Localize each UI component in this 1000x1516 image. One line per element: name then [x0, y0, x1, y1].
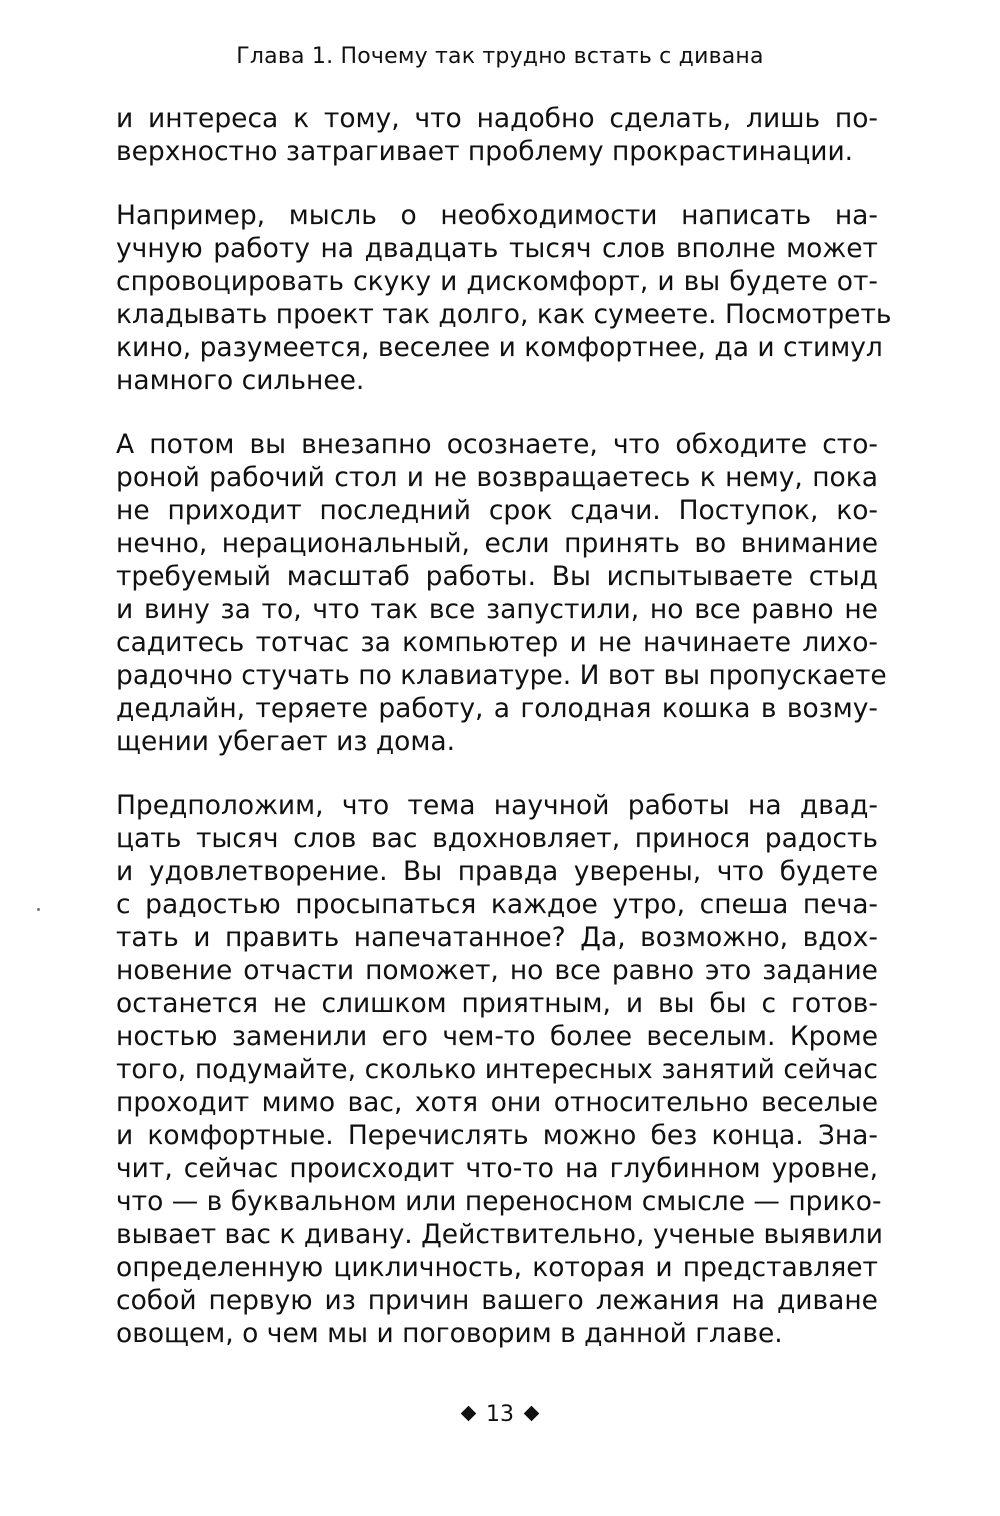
text-line: и вину за то, что так все запустили, но все равно не: [116, 594, 878, 625]
running-title: Глава 1. Почему так трудно встать с дивана: [236, 44, 764, 69]
text-line: верхностно затрагивает проблему прокрастинации.: [116, 136, 854, 167]
paragraph-2: [116, 199, 892, 397]
text-line: тать и править напечатанное? Да, возможно, вдох-: [116, 922, 878, 953]
text-line: ностью заменили его чем-то более веселым. Кроме: [116, 1021, 878, 1052]
text-line: что — в буквальном или переносном смысле — прико-: [116, 1186, 882, 1217]
diamond-ornament-icon: [461, 1405, 477, 1421]
text-line: кладывать проект так долго, как сумеете. Посмотреть: [116, 299, 892, 330]
text-line: с радостью просыпаться каждое утро, спеша печа-: [116, 889, 878, 920]
text-line: не приходит последний срок сдачи. Поступок, ко-: [116, 495, 878, 526]
print-speck: [37, 908, 40, 911]
page-body: [116, 102, 892, 1350]
text-line: Предположим, что тема научной работы на двад-: [116, 790, 878, 821]
page-folio: [0, 1402, 1000, 1427]
paragraph-3: [116, 428, 887, 758]
text-line: нечно, нерациональный, если принять во внимание: [116, 528, 878, 559]
text-line: вывает вас к дивану. Действительно, ученые выявили: [116, 1219, 883, 1250]
paragraph-1: [116, 102, 878, 168]
text-line: собой первую из причин вашего лежания на диване: [116, 1285, 878, 1316]
diamond-ornament-icon: [524, 1405, 540, 1421]
text-line: и интереса к тому, что надобно сделать, лишь по-: [116, 103, 878, 134]
text-line: цать тысяч слов вас вдохновляет, принося радость: [116, 823, 878, 854]
page-number: 13: [486, 1402, 514, 1427]
text-line: А потом вы внезапно осознаете, что обходите сто-: [116, 429, 878, 460]
text-line: овощем, о чем мы и поговорим в данной главе.: [116, 1318, 783, 1349]
text-line: и комфортные. Перечислять можно без конца. Зна-: [116, 1120, 878, 1151]
text-line: кино, разумеется, веселее и комфортнее, да и стимул: [116, 332, 883, 363]
text-line: спровоцировать скуку и дискомфорт, и вы будете от-: [116, 266, 878, 297]
text-line: проходит мимо вас, хотя они относительно веселые: [116, 1087, 878, 1118]
text-line: останется не слишком приятным, и вы бы с готов-: [116, 988, 878, 1019]
text-line: радочно стучать по клавиатуре. И вот вы пропускаете: [116, 660, 887, 691]
text-line: того, подумайте, сколько интересных занятий сейчас: [116, 1054, 878, 1085]
text-line: Например, мысль о необходимости написать на-: [116, 200, 878, 231]
text-line: роной рабочий стол и не возвращаетесь к нему, пока: [116, 462, 878, 493]
text-line: определенную цикличность, которая и представляет: [116, 1252, 878, 1283]
text-line: чит, сейчас происходит что-то на глубинном уровне,: [116, 1153, 878, 1184]
paragraph-4: [116, 789, 883, 1350]
text-line: щении убегает из дома.: [116, 726, 456, 757]
text-line: и удовлетворение. Вы правда уверены, что будете: [116, 856, 878, 887]
text-line: намного сильнее.: [116, 365, 365, 396]
text-line: дедлайн, теряете работу, а голодная кошка в возму-: [116, 693, 878, 724]
text-line: садитесь тотчас за компьютер и не начинаете лихо-: [116, 627, 878, 658]
text-line: новение отчасти поможет, но все равно это задание: [116, 955, 878, 986]
text-line: требуемый масштаб работы. Вы испытываете стыд: [116, 561, 878, 592]
text-line: учную работу на двадцать тысяч слов вполне может: [116, 233, 878, 264]
